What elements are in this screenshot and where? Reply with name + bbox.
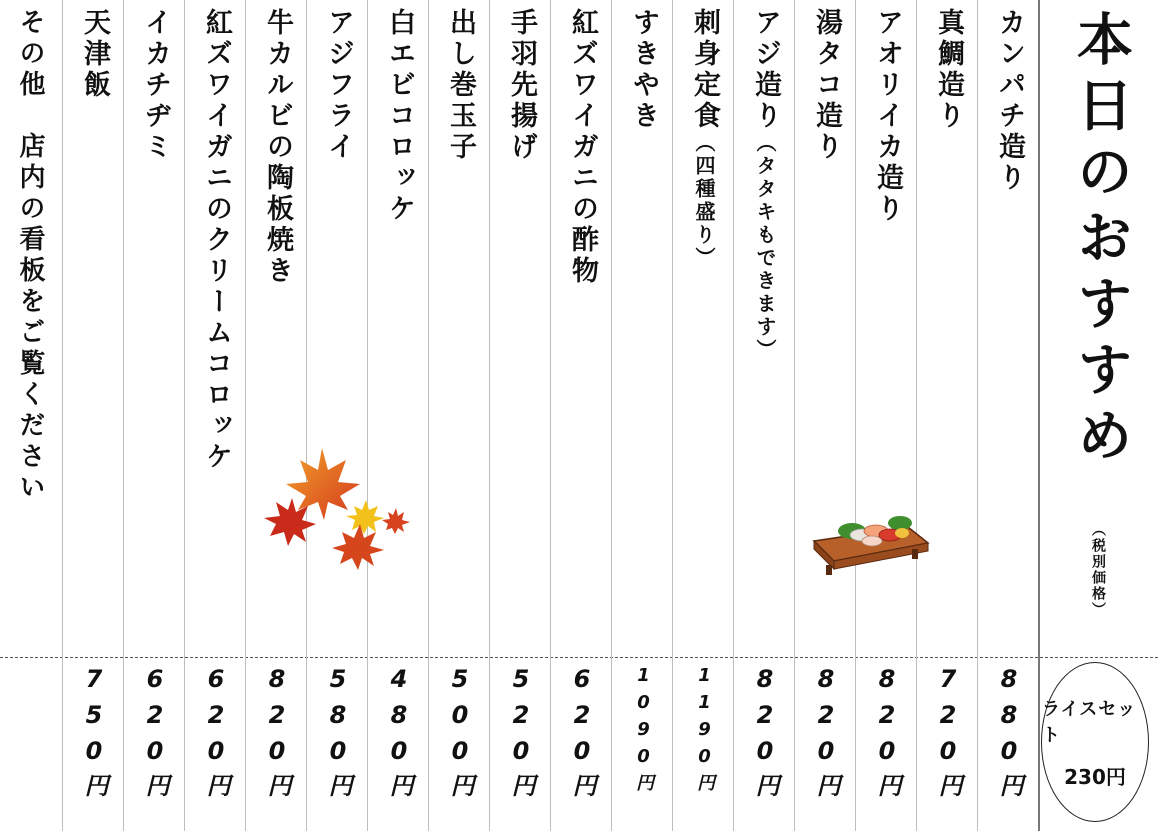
menu-item-name: 紅ズワイガニの酢物: [567, 8, 598, 287]
menu-item-name: [676, 8, 732, 648]
title-divider: [1038, 0, 1040, 831]
menu-item-name: [737, 8, 793, 648]
column-divider: [489, 0, 490, 831]
menu-item-name: 手羽先揚げ: [506, 8, 537, 163]
tax-note: （税別価格）: [1090, 522, 1106, 618]
menu-item-price: 500円: [446, 665, 474, 805]
menu-item-name: 真鯛造り: [933, 8, 964, 132]
menu-item-name: 天津飯: [79, 8, 110, 101]
column-divider: [367, 0, 368, 831]
menu-item-price: 580円: [324, 665, 352, 805]
column-divider: [733, 0, 734, 831]
column-divider: [977, 0, 978, 831]
menu-item-name: 紅ズワイガニのクリームコロッケ: [201, 8, 232, 473]
column-divider: [672, 0, 673, 831]
menu-item-price: 820円: [812, 665, 840, 805]
menu-item-name: 湯タコ造り: [811, 8, 842, 163]
menu-item-price: 520円: [507, 665, 535, 805]
column-divider: [62, 0, 63, 831]
menu-item-name: アジフライ: [323, 8, 354, 163]
menu-item-price: 480円: [385, 665, 413, 805]
rice-set-price: 230円: [1064, 764, 1126, 789]
column-divider: [855, 0, 856, 831]
menu-item-price: 620円: [141, 665, 169, 805]
column-divider: [428, 0, 429, 831]
menu-item-price: 820円: [751, 665, 779, 805]
price-divider: [0, 657, 1158, 658]
menu-item-title: 刺身定食: [689, 8, 720, 132]
column-divider: [916, 0, 917, 831]
menu-item-name: すきやき: [628, 8, 659, 132]
menu-item-price: 720円: [934, 665, 962, 805]
menu-item-price: 620円: [202, 665, 230, 805]
column-divider: [123, 0, 124, 831]
menu-item-price: 620円: [568, 665, 596, 805]
column-divider: [184, 0, 185, 831]
menu-item-name: イカチヂミ: [140, 8, 171, 163]
menu-item-name: カンパチ造り: [994, 8, 1025, 194]
column-divider: [306, 0, 307, 831]
rice-set-badge: [1041, 662, 1149, 822]
column-divider: [245, 0, 246, 831]
menu-item-name: 出し巻玉子: [445, 8, 476, 163]
menu-item-name: 牛カルビの陶板焼き: [262, 8, 293, 287]
menu-item-price: 880円: [995, 665, 1023, 805]
menu-item-name: 白エビコロッケ: [384, 8, 415, 225]
other-note: その他 店内の看板をご覧ください: [15, 8, 45, 504]
maple-leaves-icon: [262, 440, 412, 575]
menu-item-name: アオリイカ造り: [872, 8, 903, 225]
column-divider: [611, 0, 612, 831]
column-divider: [794, 0, 795, 831]
menu-title: 本日のおすすめ: [1068, 10, 1134, 472]
menu-item-price: 820円: [873, 665, 901, 805]
menu-item-title: アジ造り: [750, 8, 781, 132]
menu-item-price: 750円: [80, 665, 108, 805]
sashimi-platter-icon: [812, 505, 930, 577]
column-divider: [550, 0, 551, 831]
rice-set-label: ライスセット: [1042, 698, 1137, 746]
menu-item-price: 820円: [263, 665, 291, 805]
menu-item-sub: （タタキもできます）: [753, 132, 777, 362]
menu-item-price: 1090円: [633, 665, 654, 797]
menu-item-sub: （四種盛り）: [692, 132, 716, 270]
menu-item-price: 1190円: [694, 665, 715, 797]
